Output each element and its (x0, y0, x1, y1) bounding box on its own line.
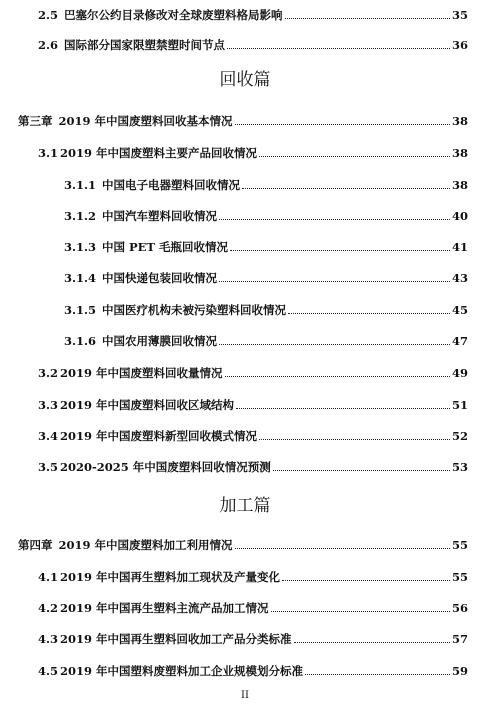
toc-entry-page: 49 (451, 366, 468, 380)
toc-entry-3-4[interactable] (38, 425, 468, 443)
toc-entry-2-6[interactable] (38, 34, 468, 52)
toc-entry-3-3[interactable] (38, 394, 468, 412)
toc-entry-page: 52 (451, 429, 468, 443)
toc-entry-3-1-4[interactable] (64, 267, 468, 285)
toc-entry-4-2[interactable] (38, 597, 468, 615)
dot-leader (294, 642, 450, 643)
toc-entry-page: 40 (451, 209, 468, 223)
toc-entry-3-1-3[interactable] (64, 236, 468, 254)
toc-entry-title: 3.1.4 中国快递包装回收情况 (64, 271, 218, 285)
dot-leader (259, 156, 450, 157)
dot-leader (288, 313, 450, 314)
dot-leader (273, 470, 450, 471)
toc-entry-title: 3.1 2019 年中国废塑料主要产品回收情况 (38, 146, 258, 160)
toc-entry-title: 3.2 2019 年中国废塑料回收量情况 (38, 366, 223, 380)
section-heading-process: 加工篇 (219, 496, 271, 516)
page-number: II (241, 690, 249, 701)
dot-leader (285, 18, 450, 19)
dot-leader (225, 376, 450, 377)
toc-entry-page: 53 (451, 460, 468, 474)
toc-entry-title: 3.1.3 中国 PET 毛瓶回收情况 (64, 240, 228, 254)
toc-entry-page: 38 (451, 146, 468, 160)
toc-entry-page: 47 (451, 334, 468, 348)
toc-entry-page: 36 (451, 38, 468, 52)
section-heading-recycle: 回收篇 (219, 70, 271, 90)
toc-entry-title: 3.3 2019 年中国废塑料回收区域结构 (38, 398, 235, 412)
dot-leader (242, 188, 450, 189)
toc-entry-chapter-3[interactable] (18, 110, 468, 128)
toc-entry-page: 57 (451, 632, 468, 646)
dot-leader (219, 344, 450, 345)
toc-entry-3-1-6[interactable] (64, 330, 468, 348)
toc-entry-title: 3.1.5 中国医疗机构未被污染塑料回收情况 (64, 303, 287, 317)
dot-leader (305, 674, 450, 675)
toc-entry-3-1-5[interactable] (64, 299, 468, 317)
dot-leader (282, 580, 450, 581)
toc-entry-chapter-4[interactable] (18, 534, 468, 552)
toc-entry-4-3[interactable] (38, 628, 468, 646)
dot-leader (235, 124, 450, 125)
toc-entry-title: 3.5 2020-2025 年中国废塑料回收情况预测 (38, 460, 271, 474)
toc-entry-title: 3.1.6 中国农用薄膜回收情况 (64, 334, 218, 348)
toc-entry-2-5[interactable] (38, 4, 468, 22)
toc-entry-title: 4.3 2019 年中国再生塑料回收加工产品分类标准 (38, 632, 292, 646)
toc-entry-title: 2.6 国际部分国家限塑禁塑时间节点 (38, 38, 226, 52)
toc-entry-title: 4.2 2019 年中国再生塑料主流产品加工情况 (38, 601, 269, 615)
toc-entry-title: 4.5 2019 年中国塑料废塑料加工企业规模划分标准 (38, 664, 304, 678)
toc-entry-title: 2.5 巴塞尔公约目录修改对全球废塑料格局影响 (38, 8, 283, 22)
toc-entry-page: 59 (451, 664, 468, 678)
toc-entry-page: 56 (451, 601, 468, 615)
toc-entry-3-5[interactable] (38, 456, 468, 474)
toc-entry-title: 4.1 2019 年中国再生塑料加工现状及产量变化 (38, 570, 281, 584)
toc-entry-4-1[interactable] (38, 566, 468, 584)
toc-entry-4-5[interactable] (38, 660, 468, 678)
toc-entry-page: 55 (451, 538, 468, 552)
toc-entry-page: 55 (451, 570, 468, 584)
toc-entry-page: 45 (451, 303, 468, 317)
dot-leader (230, 250, 450, 251)
toc-entry-3-1-2[interactable] (64, 205, 468, 223)
toc-entry-title: 3.1.1 中国电子电器塑料回收情况 (64, 178, 241, 192)
dot-leader (235, 548, 450, 549)
toc-entry-page: 38 (451, 178, 468, 192)
dot-leader (219, 281, 450, 282)
toc-entry-page: 43 (451, 271, 468, 285)
dot-leader (227, 48, 450, 49)
toc-entry-page: 35 (451, 8, 468, 22)
toc-entry-page: 51 (451, 398, 468, 412)
toc-entry-3-2[interactable] (38, 362, 468, 380)
toc-entry-title: 3.1.2 中国汽车塑料回收情况 (64, 209, 218, 223)
dot-leader (271, 611, 450, 612)
dot-leader (259, 439, 450, 440)
toc-entry-title: 第三章 2019 年中国废塑料回收基本情况 (18, 114, 233, 128)
dot-leader (236, 408, 450, 409)
toc-entry-page: 41 (451, 240, 468, 254)
toc-entry-page: 38 (451, 114, 468, 128)
toc-entry-3-1[interactable] (38, 142, 468, 160)
toc-entry-title: 3.4 2019 年中国废塑料新型回收模式情况 (38, 429, 258, 443)
dot-leader (219, 219, 450, 220)
toc-entry-title: 第四章 2019 年中国废塑料加工利用情况 (18, 538, 233, 552)
toc-entry-3-1-1[interactable] (64, 174, 468, 192)
